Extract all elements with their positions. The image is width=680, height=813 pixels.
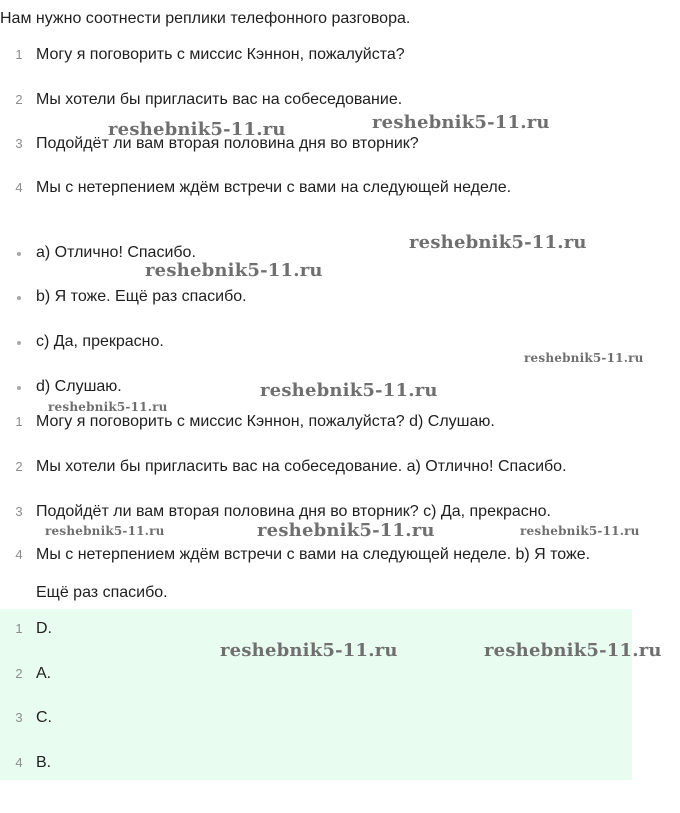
- question-row: [0, 176, 680, 200]
- bullet-icon: [17, 252, 21, 256]
- match-number: 3: [15, 504, 23, 519]
- match-text: Мы с нетерпением ждём встречи с вами на следующей неделе. b) Я тоже.: [36, 546, 591, 563]
- intro-text: Нам нужно соотнести реплики телефонного разговора.: [0, 10, 411, 27]
- answer-text: C.: [36, 709, 52, 726]
- question-text: Подойдёт ли вам вторая половина дня во вторник?: [36, 135, 419, 152]
- watermark: reshebnik5-11.ru: [520, 524, 640, 538]
- match-number: 2: [15, 459, 23, 474]
- option-text: b) Я тоже. Ещё раз спасибо.: [36, 288, 247, 305]
- question-row: [0, 43, 680, 67]
- watermark: reshebnik5-11.ru: [260, 380, 438, 401]
- watermark: reshebnik5-11.ru: [108, 119, 286, 140]
- question-text: Мы с нетерпением ждём встречи с вами на следующей неделе.: [36, 179, 512, 196]
- bullet-icon: [17, 386, 21, 390]
- match-text: Мы хотели бы пригласить вас на собеседование. а) Отлично! Спасибо.: [36, 458, 567, 475]
- match-row: [0, 543, 680, 567]
- watermark: reshebnik5-11.ru: [409, 232, 587, 253]
- match-continuation: [0, 581, 680, 605]
- match-number: 1: [15, 414, 23, 429]
- watermark: reshebnik5-11.ru: [145, 260, 323, 281]
- question-text: Могу я поговорить с миссис Кэннон, пожалуйста?: [36, 46, 405, 63]
- watermark: reshebnik5-11.ru: [524, 351, 644, 365]
- question-number: 3: [15, 136, 23, 151]
- answer-text: A.: [36, 665, 52, 682]
- match-row: [0, 455, 680, 479]
- question-number: 1: [15, 47, 23, 62]
- bullet-icon: [17, 341, 21, 345]
- match-text: Подойдёт ли вам вторая половина дня во вторник? с) Да, прекрасно.: [36, 503, 551, 520]
- answer-row: [0, 662, 680, 686]
- answer-number: 4: [15, 755, 23, 770]
- option-item: [0, 285, 680, 309]
- match-number: 4: [15, 547, 23, 562]
- question-number: 4: [15, 180, 23, 195]
- option-text: d) Слушаю.: [36, 378, 122, 395]
- match-text-continuation: Ещё раз спасибо.: [36, 584, 168, 601]
- option-text: с) Да, прекрасно.: [36, 333, 164, 350]
- answer-row: [0, 617, 680, 641]
- watermark: reshebnik5-11.ru: [220, 640, 398, 661]
- bullet-icon: [17, 296, 21, 300]
- watermark: reshebnik5-11.ru: [484, 640, 662, 661]
- watermark: reshebnik5-11.ru: [48, 400, 168, 414]
- match-text: Могу я поговорить с миссис Кэннон, пожалуйста? d) Слушаю.: [36, 413, 495, 430]
- watermark: reshebnik5-11.ru: [372, 112, 550, 133]
- question-row: [0, 88, 680, 112]
- watermark: reshebnik5-11.ru: [45, 524, 165, 538]
- question-text: Мы хотели бы пригласить вас на собеседование.: [36, 91, 403, 108]
- question-row: [0, 132, 680, 156]
- answer-number: 3: [15, 710, 23, 725]
- question-number: 2: [15, 92, 23, 107]
- answer-number: 2: [15, 666, 23, 681]
- answer-number: 1: [15, 621, 23, 636]
- answer-row: [0, 751, 680, 775]
- option-text: а) Отлично! Спасибо.: [36, 244, 196, 261]
- watermark: reshebnik5-11.ru: [257, 520, 435, 541]
- answer-text: B.: [36, 754, 52, 771]
- answer-row: [0, 706, 680, 730]
- answer-text: D.: [36, 620, 52, 637]
